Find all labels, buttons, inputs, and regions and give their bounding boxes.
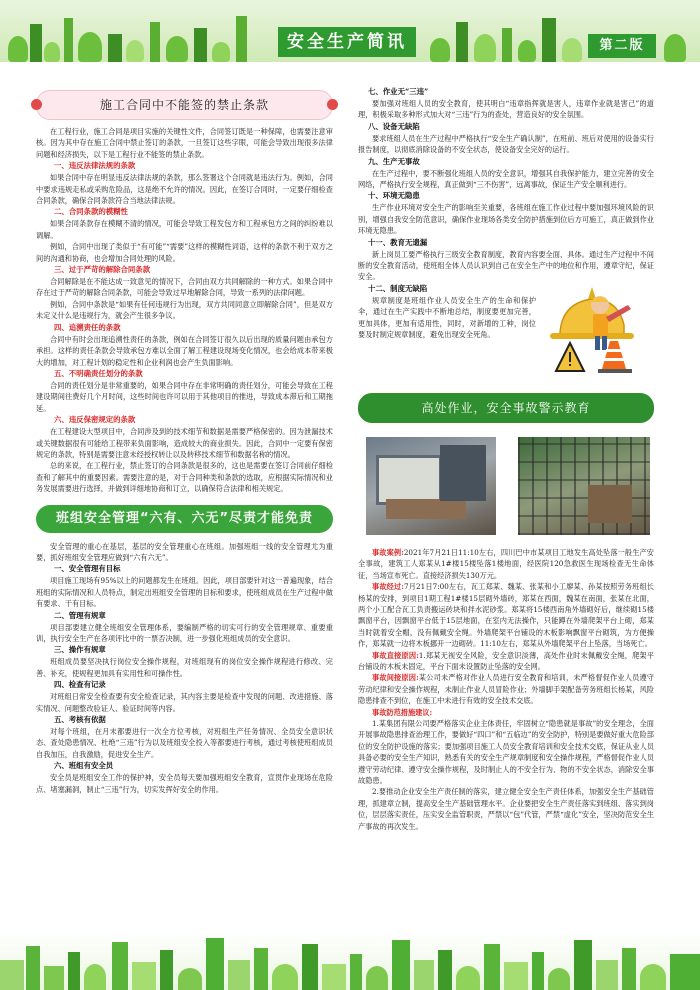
paragraph: 对每个班组，在月末都要进行一次全方位考核，对班组生产任务情况、全员安全意识状态、查处隐患情况、杜绝“三违”行为以及班组安全投入等都要进行考核，通过考核使班组成员自我加压，自我激励，促进安全生产。	[36, 727, 333, 759]
accident-photo-right	[518, 437, 650, 535]
subheading: 一、安全管理有目标	[54, 564, 121, 574]
paragraph: 要加强对班组人员的安全教育，使其明白“违章指挥就是害人，违章作业就是害己”的道理，积极采取多种形式加大对“三违”行为的查处，营造良好的安全氛围。	[358, 99, 654, 120]
tree-decoration	[518, 40, 536, 62]
paragraph: 合同的责任划分是非常重要的，如果合同中存在非常明确的责任划分，可能会导致在工程建设期间往费好几个月时间，这些时间也许可以用于其他项目的推进，导致成本滞后和工期拖延。	[36, 380, 333, 413]
paragraph	[358, 547, 654, 581]
building-decoration	[206, 938, 224, 990]
building-decoration	[236, 16, 247, 62]
building-decoration	[254, 948, 268, 990]
paragraph: 在工程建设大型项目中，合同涉及到的技术细节和数据是需要严格保密的。因为泄漏技术或关键数据很有可能给工程带来负面影响，造成较大的商业损失。因此，合同中一定要有保密规定的条款，特别是需要注意未经授权转让以及转移技术细节和数据名称的情况。	[36, 427, 333, 459]
subheading: 三、过于严苛的解除合同条款	[54, 265, 151, 275]
accident-case-text: 2021年7月21日11:10左右，四川巴中市某项目工地发生高处坠落一般生产安全事故，建筑工人郑某从1#楼15楼坠落1楼地面，经医院120急救医生现场检查无生命体征，当场宣布死亡。直接经济损失130万元。	[358, 547, 654, 580]
building-decoration	[108, 34, 122, 62]
building-decoration	[504, 962, 528, 990]
tree-decoration	[640, 964, 666, 990]
section-heading-text: 施工合同中不能签的禁止条款	[99, 98, 269, 112]
tree-decoration	[664, 34, 686, 62]
building-decoration	[302, 944, 318, 990]
building-decoration	[194, 28, 207, 62]
building-decoration	[68, 952, 80, 990]
tree-decoration	[78, 32, 102, 62]
building-decoration	[228, 960, 250, 990]
paragraph: 安全管理的重心在基层，基层的安全管理重心在班组。加强班组一线的安全管理尤为重要，抓好班组安全管理应做到“六有六无”。	[36, 541, 333, 562]
paragraph: 如果合同中存在明显违反法律法规的条款，那么签署这个合同就是违法行为。例如，合同中要求违规走私或采购危险品，这是绝不允许的情况。因此，在签订合同时，一定要仔细检查合同条款，确保合同条款符合当地法律法规。	[36, 173, 333, 206]
building-decoration	[622, 948, 636, 990]
subheading: 十一、教育无遗漏	[368, 237, 428, 247]
building-decoration	[160, 950, 173, 990]
paragraph: 在生产过程中，要不断强化班组人员的安全意识，增强其自我保护能力，建立完善的安全网络，严格执行安全规程，真正做到“三不伤害”，远离事故，保证生产安全顺利进行。	[358, 168, 654, 190]
label-accident-case: 事故案例:	[372, 547, 404, 557]
paragraph	[358, 581, 654, 649]
tree-decoration	[8, 36, 28, 62]
subheading: 六、违反保密规定的条款	[54, 415, 136, 425]
subheading: 四、追溯责任的条款	[54, 322, 121, 332]
paragraph: 合同解除是在不能达成一致意见的情况下，合同由双方共同解除的一种方式。如果合同中存在过于严苛的解除合同条款，可能会导致过早地解除合同，导致一系列的法律问题。	[36, 277, 333, 298]
building-decoration	[414, 960, 434, 990]
subheading: 五、不明确责任划分的条款	[54, 368, 143, 378]
tree-decoration	[178, 968, 202, 990]
tree-decoration	[366, 966, 388, 990]
subheading: 六、班组有安全员	[54, 761, 114, 771]
building-decoration	[150, 22, 160, 62]
paragraph: 在工程行业，施工合同是项目实施的关键性文件，合同签订既是一种保障，也需要注意审核。因为其中存在施工合同中禁止签订的条款，一旦签订这些字眼，可能会导致出现很多法律问题和经济损失，以下是工程行业不能签的禁止条款。	[36, 127, 333, 159]
indirect-cause-text: 某公司未严格对作业人员进行安全教育和培训，未严格督促作业人员遵守劳动纪律和安全操作规程，未制止作业人员冒险作业；外墙脚手架配备劳务班组长杨某，风险隐患排查不到位，在施工中未进行有效的安全技术交底。	[358, 673, 654, 706]
edition-label: 第二版	[588, 34, 656, 58]
tree-decoration	[548, 968, 570, 990]
paragraph: 例如，合同中出现了类似于“有可能”“需要”这样的模糊性词语，这样的条款不利于双方之间的沟通和协商，也会增加合同处理的风险。	[36, 242, 333, 263]
subheading: 十、环境无隐患	[368, 191, 420, 201]
heading-dot-icon	[327, 99, 338, 110]
tree-decoration	[126, 40, 144, 62]
building-decoration	[596, 960, 618, 990]
tree-decoration	[84, 964, 106, 990]
direct-cause-text: 1.郑某无视安全风险，安全意识淡薄，高处作业时未佩戴安全绳，爬架平台铺设的木板未固定，平台下面未设置防止坠落的安全网。	[358, 650, 654, 671]
header-banner	[0, 0, 700, 62]
building-decoration	[322, 964, 346, 990]
building-decoration	[392, 940, 410, 990]
building-decoration	[502, 28, 512, 62]
building-decoration	[112, 942, 128, 990]
label-prevention: 事故防范措施建议:	[372, 707, 433, 717]
label-accident-process: 事故经过:	[372, 582, 404, 592]
section-heading-contract	[36, 90, 333, 120]
footer-cityscape	[0, 932, 700, 990]
paragraph: 对班组日常安全检查要有安全检查记录，其内容主要是检查中发现的问题、改进措施、落实情况、问题整改验证人、验证时间等内容。	[36, 692, 333, 713]
paragraph: 生产作业环境对安全生产的影响至关重要，各班组在施工作业过程中要加强环境风险的识别，增强自我安全防范意识，确保作业现场各类安全防护措施到位后方可施工，真正做到作业环境无隐患。	[358, 203, 654, 236]
section-heading-text: 高处作业，安全事故警示教育	[421, 400, 591, 415]
paragraph: 新上岗员工要严格执行三级安全教育制度，教育内容要全面、具体。通过生产过程中不间断的安全教育活动，使班组全体人员认识到自己在安全生产中的地位和作用，遵章守纪，保证安全。	[358, 249, 654, 282]
paragraph	[358, 650, 654, 673]
tree-decoration	[212, 42, 230, 62]
paragraph: 要求班组人员在生产过程中严格执行“安全生产确认制”，在班前、班后对使用的设备实行报告制度，以彻底消除设备的不安全状态，使设备安全完好的运行。	[358, 133, 654, 155]
building-decoration	[456, 22, 468, 62]
subheading: 七、作业无“三违”	[368, 87, 429, 96]
paragraph: 安全员是班组安全工作的保护神，安全员每天要加强班组安全教育，宣贯作业现场在危险点、堵塞漏洞，制止“三违”行为，切实发挥好安全的作用。	[36, 773, 333, 794]
subheading: 五、考核有依据	[54, 715, 106, 725]
subheading: 四、检查有记录	[54, 680, 106, 690]
accident-process-text: 7月21日7:00左右，瓦工郑某、魏某、张某和小工廖某、孙某按照劳务班组长杨某的安排，到项目1期工程1#楼15层砌外墙砖，郑某在西面，魏某在南面，张某在北面，两个小工配合瓦工负责搬运砖块和拌水泥砂浆。郑某将15楼西南角外墙砌好后，继续砌15楼飘窗平台，因飘窗平台低于15层地面，在室内无法操作，只能蹲在外墙爬架平台上砌，郑某当时就着安全帽，没有佩戴安全绳。外墙爬架平台铺设的木板影响飘窗平台砌筑，为方便操作，郑某就一边将木板挪开一边砌砖。11:10左右，郑某从外墙爬架平台上坠落，当场死亡。	[358, 582, 654, 649]
building-decoration	[30, 24, 42, 62]
subheading: 二、管理有规章	[54, 610, 106, 620]
building-decoration	[64, 18, 73, 62]
label-direct-cause: 事故直接原因:	[372, 650, 419, 660]
building-decoration	[350, 954, 362, 990]
building-decoration	[44, 966, 64, 990]
subheading: 一、违反法律法规的条款	[54, 161, 136, 171]
right-column	[358, 86, 654, 832]
paragraph: 班组成员要坚决执行岗位安全操作规程，对班组现有的岗位安全操作规程进行修改、完善、补充，使规程更加具有实用性和可操作性。	[36, 657, 333, 678]
paragraph: 2.要推动企业安全生产责任制的落实，建立健全安全生产责任体系，加强安全生产基础管理，抓建章立制，提高安全生产基础管理水平。企业要把安全生产责任落实到班组、落实到岗位，层层落实责任，压实安全监管职责，严禁以“包”代管，严禁“虚化”安全，坚决防范安全生产事故的再次发生。	[358, 787, 654, 831]
paragraph: 合同中有时会出现追溯性责任的条款，例如在合同签订很久以后出现的质量问题由承包方承担。这样的责任条款会导致承包方难以全面了解工程建设现场变化情况，也会给成本带来极大的增加，对工程计划的稳定性和企业利润也会产生负面影响。	[36, 334, 333, 367]
accident-photo-left	[366, 437, 496, 535]
section-heading-highwork	[358, 393, 654, 423]
paragraph: 例如，合同中条款是“如果有任何违规行为出现，双方共同同意立即解除合同”，但是双方未定义什么是违规行为，就会产生很多争议。	[36, 299, 333, 321]
tree-decoration	[44, 42, 60, 62]
photo-gallery	[358, 423, 654, 541]
building-decoration	[26, 946, 40, 990]
construction-worker-illustration	[540, 275, 656, 375]
subheading: 九、生产无事故	[368, 156, 420, 166]
paragraph	[358, 707, 654, 718]
label-indirect-cause: 事故间接原因:	[372, 673, 419, 683]
left-column	[36, 90, 333, 795]
building-decoration	[532, 952, 544, 990]
building-decoration	[542, 18, 556, 62]
building-decoration	[574, 940, 592, 990]
paragraph: 项目施工现场有95%以上的问题都发生在班组。因此，项目部要针对这一普遍现象，结合班组的实际情况和人员特点，制定出班组安全管理的目标和要求，使班组成员在生产过程中做有要求、干有目标。	[36, 576, 333, 609]
tree-decoration	[474, 34, 496, 62]
tree-decoration	[272, 964, 298, 990]
section-heading-team: 班组安全管理“六有、六无”尽责才能免责	[36, 505, 333, 533]
paragraph: 项目部要建立健全班组安全管理体系，要编制严格的切实可行的安全管理规章、重要重训，执行安全生产在各项评比中的一票否决制，进一步强化班组成员的安全意识。	[36, 622, 333, 643]
building-decoration	[132, 962, 156, 990]
paragraph: 规章制度是班组作业人员安全生产的生命和保护伞，通过在生产实践中不断地总结，制度要更加完善，更加具体，更加有适用性，同时，对新增的工种，岗位要及时制定规章制度，避免出现安全死角。	[358, 295, 536, 340]
building-decoration	[484, 944, 500, 990]
text-with-illustration	[358, 283, 654, 375]
subheading: 十二、制度无缺陷	[368, 283, 428, 293]
newsletter-title: 安全生产简讯	[278, 27, 416, 57]
subheading: 二、合同条款的模糊性	[54, 207, 128, 217]
tree-decoration	[456, 966, 480, 990]
paragraph: 1.某集团有限公司要严格落实企业主体责任，牢固树立“隐患就是事故”的安全理念，全面开展事故隐患排查治理工作，要做好“四口”和“五临边”的安全防护，特别是要做好重大危险部位的安全防护设施的落实；要加强项目施工人员安全教育培训和安全技术交底，保证从业人员具备必要的安全生产知识，熟悉有关的安全生产规章制度和安全操作规程，严格督促作业人员遵守劳动纪律、遵守安全操作规程，及时制止人的不安全行为、物的不安全状态，消除安全事故隐患。	[358, 718, 654, 785]
tree-decoration	[430, 38, 450, 62]
tree-decoration	[562, 38, 582, 62]
tree-decoration	[166, 36, 188, 62]
paragraph	[358, 672, 654, 706]
building-decoration	[0, 960, 24, 990]
paragraph: 总的来说，在工程行业，禁止签订的合同条款是很多的，这也是需要在签订合同前仔细检查和了解其中的重要因素。需要注意的是，对于合同种类和条款的选取，应根据实际情况和业务发展需要进行选择，并做到详细地协商和订立，以确保符合法律和相关规定。	[36, 461, 333, 494]
subheading: 三、操作有规章	[54, 645, 106, 655]
subheading: 八、设备无缺陷	[368, 121, 420, 131]
paragraph: 如果合同条款存在模糊不清的情况，可能会导致工程发包方和工程承包方之间的纠纷难以调解。	[36, 219, 333, 240]
building-decoration	[670, 954, 700, 990]
building-decoration	[438, 950, 452, 990]
heading-dot-icon	[31, 99, 42, 110]
